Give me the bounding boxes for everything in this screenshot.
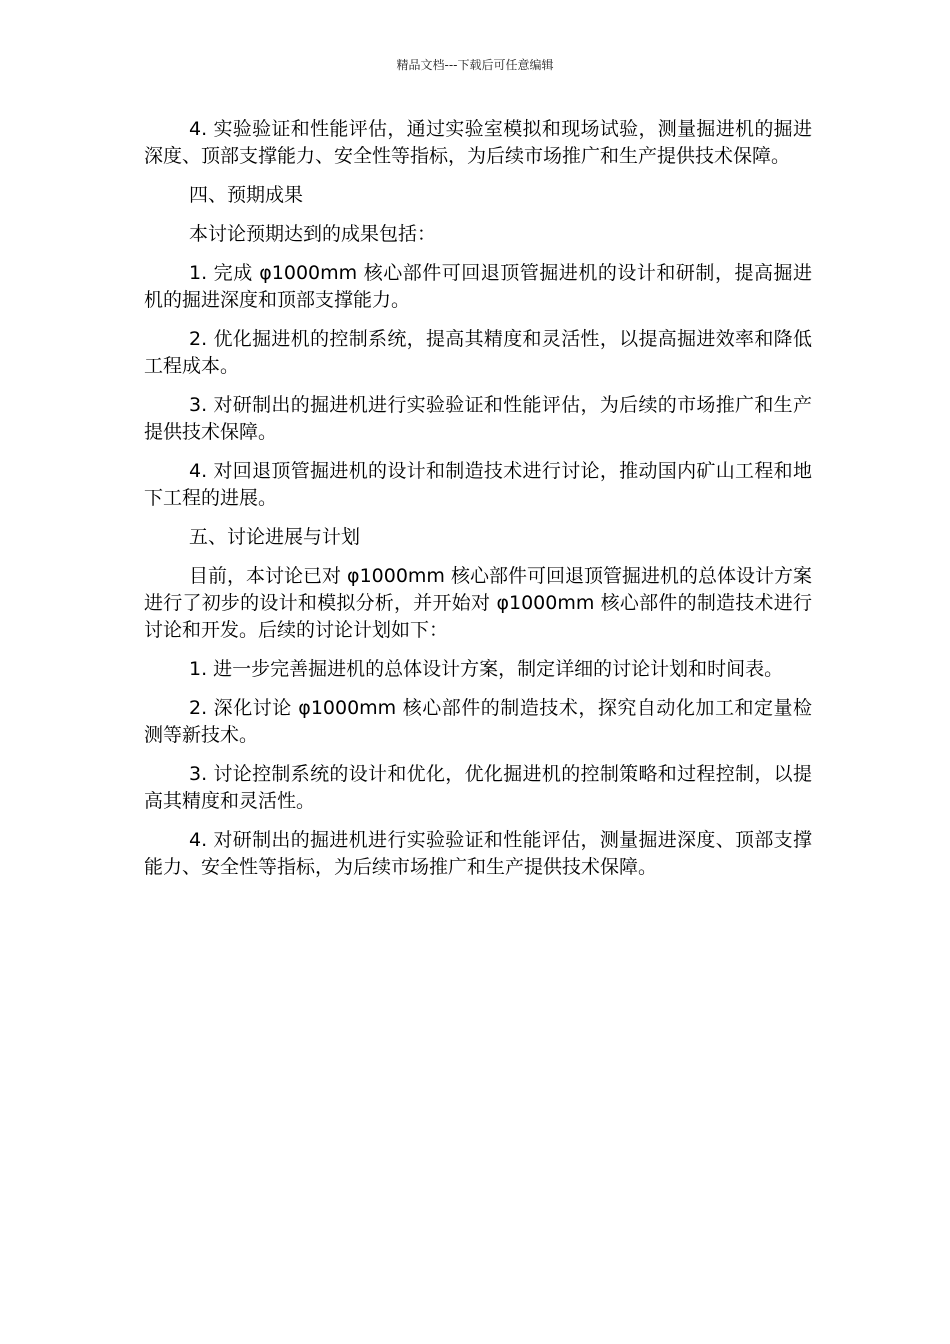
paragraph-result-1: 1. 完成 φ1000mm 核心部件可回退顶管掘进机的设计和研制，提高掘进机的掘进深度和顶部支撑能力。 (144, 262, 812, 311)
paragraph-plan-4: 4. 对研制出的掘进机进行实验验证和性能评估，测量掘进深度、顶部支撑能力、安全性等指标，为后续市场推广和生产提供技术保障。 (144, 829, 812, 878)
paragraph-plan-1: 1. 进一步完善掘进机的总体设计方案，制定详细的讨论计划和时间表。 (189, 658, 784, 680)
paragraph-progress-intro: 目前，本讨论已对 φ1000mm 核心部件可回退顶管掘进机的总体设计方案进行了初步的设计和模拟分析，并开始对 φ1000mm 核心部件的制造技术进行讨论和开发。后续的讨论计划如下： (144, 565, 812, 641)
paragraph-experiment-validation: 4. 实验验证和性能评估，通过实验室模拟和现场试验，测量掘进机的掘进深度、顶部支撑能力、安全性等指标，为后续市场推广和生产提供技术保障。 (144, 118, 812, 167)
section-heading-progress-plan: 五、讨论进展与计划 (189, 526, 361, 548)
paragraph-plan-2: 2. 深化讨论 φ1000mm 核心部件的制造技术，探究自动化加工和定量检测等新技术。 (144, 697, 812, 746)
section-heading-expected-results: 四、预期成果 (189, 184, 304, 206)
paragraph-result-4: 4. 对回退顶管掘进机的设计和制造技术进行讨论，推动国内矿山工程和地下工程的进展。 (144, 460, 812, 509)
paragraph-plan-3: 3. 讨论控制系统的设计和优化，优化掘进机的控制策略和过程控制，以提高其精度和灵活性。 (144, 763, 812, 812)
paragraph-result-2: 2. 优化掘进机的控制系统，提高其精度和灵活性，以提高掘进效率和降低工程成本。 (144, 328, 812, 377)
document-body (144, 116, 812, 893)
paragraph-result-3: 3. 对研制出的掘进机进行实验验证和性能评估，为后续的市场推广和生产提供技术保障。 (144, 394, 812, 443)
page-header: 精品文档---下载后可任意编辑 (396, 58, 554, 72)
paragraph-results-intro: 本讨论预期达到的成果包括： (189, 223, 437, 245)
